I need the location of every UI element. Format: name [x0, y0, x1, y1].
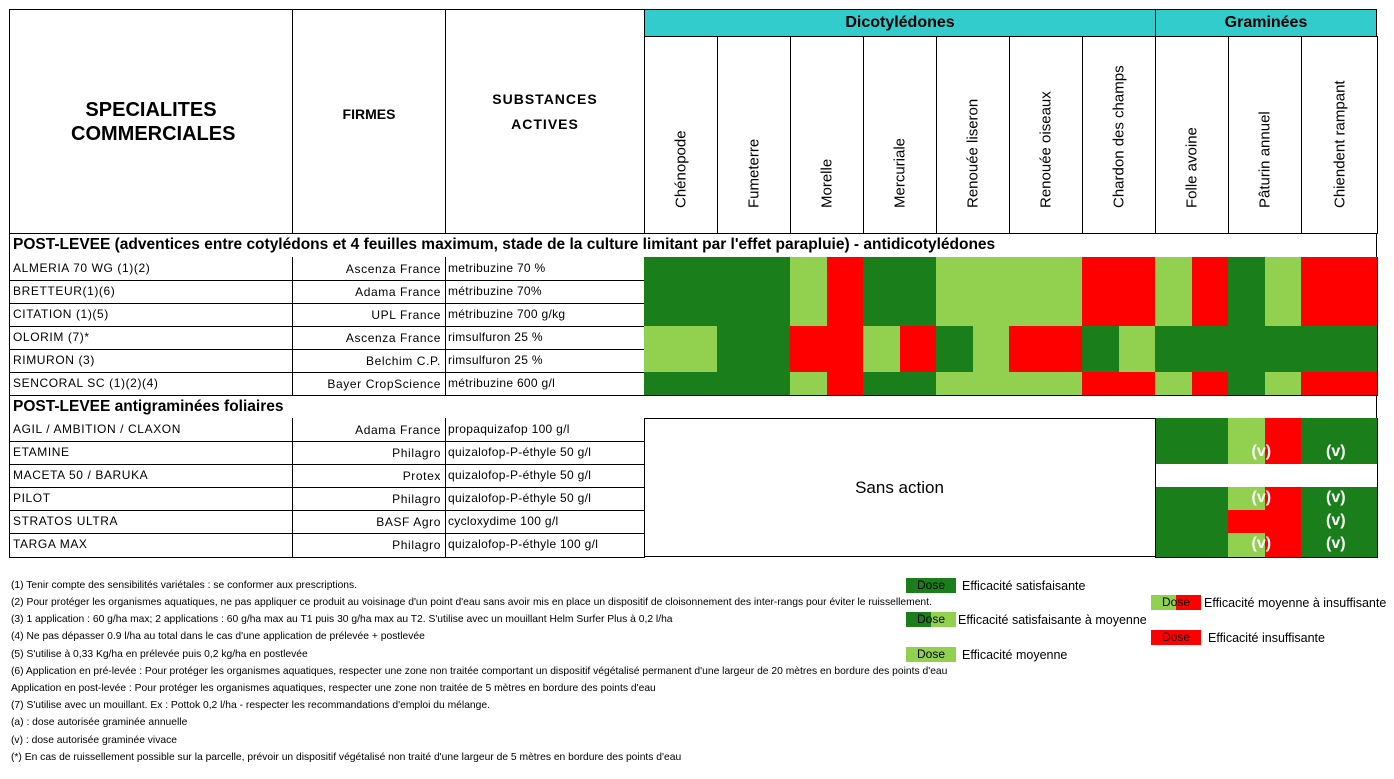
substance-cell	[445, 303, 645, 327]
footnote: (*) En cas de ruissellement possible sur la parcelle, prévoir un dispositif végétalisé non traité d'une largeur de 5 mètres en bordure des points d'eau	[11, 752, 682, 763]
cell-half	[827, 303, 864, 326]
cell-half	[1192, 303, 1229, 326]
header-weed-chenopode	[644, 36, 718, 234]
efficacy-cell	[1155, 510, 1229, 534]
legend-label-moyenne: Efficacité moyenne	[962, 648, 1068, 662]
product-name: ALMERIA 70 WG (1)(2)	[13, 260, 151, 275]
efficacy-cell	[1228, 487, 1302, 511]
product-name-cell	[9, 326, 293, 350]
firm-name: Ascenza France	[345, 261, 441, 276]
product-name-cell	[9, 257, 293, 281]
efficacy-cell	[936, 326, 1010, 350]
product-name-cell	[9, 464, 293, 488]
product-name: MACETA 50 / BARUKA	[13, 467, 149, 482]
cell-half	[827, 372, 864, 395]
weed-label: Morelle	[818, 158, 836, 208]
footnote: (v) : dose autorisée graminée vivace	[11, 735, 177, 746]
firm-name: BASF Agro	[376, 514, 441, 529]
efficacy-cell	[790, 280, 864, 304]
firm-name: Protex	[402, 468, 441, 483]
cell-half	[1155, 280, 1192, 303]
cell-half	[1082, 349, 1119, 372]
legend-label-insuffisante: Efficacité insuffisante	[1208, 631, 1325, 645]
product-name-cell	[9, 303, 293, 327]
product-name: BRETTEUR(1)(6)	[13, 283, 116, 298]
substance-name: métribuzine 700 g/kg	[448, 306, 566, 321]
cell-half	[790, 303, 827, 326]
substance-name: quizalofop-P-éthyle 100 g/l	[448, 537, 599, 551]
firm-name: Philagro	[392, 538, 441, 552]
efficacy-cell	[936, 349, 1010, 373]
efficacy-cell	[717, 349, 791, 373]
cell-half	[1155, 372, 1192, 395]
efficacy-cell	[1009, 326, 1083, 350]
product-name-cell	[9, 441, 293, 465]
efficacy-cell	[1082, 326, 1156, 350]
firm-name: Adama France	[355, 284, 441, 299]
weed-label: Renouée liseron	[964, 98, 982, 208]
legend-label-satisfaisante: Efficacité satisfaisante	[962, 579, 1086, 593]
efficacy-cell	[1155, 257, 1229, 281]
efficacy-cell	[1155, 326, 1229, 350]
header-weed-folle-avoine	[1155, 36, 1229, 234]
firm-name: Adama France	[355, 422, 441, 437]
section-title-antigraminees: POST-LEVEE antigraminées foliaires	[9, 395, 1377, 418]
substance-name: métribuzine 70%	[448, 283, 542, 298]
substance-name: rimsulfuron 25 %	[448, 352, 543, 367]
efficacy-cell	[1301, 303, 1378, 327]
firm-name: Bayer CropScience	[327, 376, 441, 391]
efficacy-cell	[1301, 257, 1378, 281]
efficacy-cell	[1155, 533, 1229, 558]
vivace-mark: (v)	[1251, 442, 1272, 460]
cell-half	[1082, 326, 1119, 349]
substance-cell	[445, 487, 645, 511]
product-name: CITATION (1)(5)	[13, 306, 109, 321]
cell-half	[1155, 303, 1192, 326]
efficacy-cell	[1155, 349, 1229, 373]
legend-label-moyenne-insuffisante: Efficacité moyenne à insuffisante	[1204, 596, 1387, 610]
efficacy-cell	[1082, 372, 1156, 396]
efficacy-cell	[1228, 441, 1302, 465]
cell-half	[1228, 418, 1265, 441]
section-title-antidicotyledones: POST-LEVEE (adventices entre cotylédons et 4 feuilles maximum, stade de la culture limitant par l'effet parapluie) - antidicotylédones	[9, 233, 1377, 257]
substance-name: quizalofop-P-éthyle 50 g/l	[448, 444, 592, 459]
efficacy-cell	[863, 372, 937, 396]
efficacy-cell	[1301, 280, 1378, 304]
efficacy-cell	[644, 257, 718, 281]
product-name-cell	[9, 487, 293, 511]
product-name: RIMURON (3)	[13, 352, 95, 367]
efficacy-cell	[1301, 510, 1378, 534]
efficacy-cell	[1228, 326, 1302, 350]
legend-swatch-satisfaisante: Dose	[906, 578, 956, 593]
header-weed-paturin-annuel	[1228, 36, 1302, 234]
efficacy-cell	[790, 303, 864, 327]
efficacy-cell	[936, 257, 1010, 281]
efficacy-cell	[1228, 510, 1302, 534]
cell-half	[863, 326, 900, 349]
efficacy-cell	[863, 349, 937, 373]
cell-half	[1228, 303, 1265, 326]
firm-name: Philagro	[392, 491, 441, 506]
efficacy-cell	[936, 303, 1010, 327]
footnote: (1) Tenir compte des sensibilités variétales : se conformer aux prescriptions.	[11, 580, 358, 591]
efficacy-cell	[1009, 303, 1083, 327]
product-name: TARGA MAX	[13, 537, 88, 551]
efficacy-cell	[790, 257, 864, 281]
weed-label: Mercuriale	[891, 137, 909, 208]
efficacy-cell	[1301, 464, 1378, 488]
efficacy-cell	[790, 372, 864, 396]
efficacy-cell	[863, 326, 937, 350]
header-weed-morelle	[790, 36, 864, 234]
efficacy-cell	[1082, 257, 1156, 281]
firm-cell	[292, 349, 446, 373]
efficacy-cell	[1301, 487, 1378, 511]
cell-half	[973, 349, 1010, 372]
efficacy-cell	[1155, 303, 1229, 327]
efficacy-cell	[790, 326, 864, 350]
efficacy-cell	[1301, 441, 1378, 465]
efficacy-cell	[717, 326, 791, 350]
firm-cell	[292, 441, 446, 465]
firm-cell	[292, 326, 446, 350]
efficacy-cell	[1301, 418, 1378, 442]
efficacy-cell	[1155, 418, 1229, 442]
product-name: STRATOS ULTRA	[13, 513, 119, 528]
efficacy-cell	[644, 326, 718, 350]
weed-label: Chénopode	[672, 130, 690, 208]
substance-name: quizalofop-P-éthyle 50 g/l	[448, 467, 592, 482]
substance-cell	[445, 464, 645, 488]
substance-cell	[445, 510, 645, 534]
product-name-cell	[9, 533, 293, 558]
efficacy-cell	[1155, 464, 1229, 488]
vivace-mark: (v)	[1326, 442, 1346, 460]
header-weed-fumeterre	[717, 36, 791, 234]
cell-half	[827, 280, 864, 303]
header-group-dicotyledones: Dicotylédones	[644, 9, 1156, 37]
cell-half	[973, 326, 1010, 349]
product-name-cell	[9, 349, 293, 373]
efficacy-cell	[863, 303, 937, 327]
efficacy-cell	[644, 349, 718, 373]
substance-name: rimsulfuron 25 %	[448, 329, 543, 344]
weed-label: Chiendent rampant	[1331, 80, 1348, 208]
substance-name: metribuzine 70 %	[448, 260, 546, 275]
efficacy-cell	[1228, 464, 1302, 488]
efficacy-cell	[644, 372, 718, 396]
efficacy-cell	[1228, 533, 1302, 558]
efficacy-cell	[863, 280, 937, 304]
firm-cell	[292, 257, 446, 281]
cell-half	[863, 349, 900, 372]
cell-half	[1192, 280, 1229, 303]
substance-cell	[445, 257, 645, 281]
efficacy-cell	[1082, 303, 1156, 327]
footnote: (5) S'utilise à 0,33 Kg/ha en prélevée puis 0,2 kg/ha en postlevée	[11, 649, 308, 660]
efficacy-cell	[1301, 326, 1378, 350]
substance-cell	[445, 533, 645, 558]
header-weed-renouee-oiseaux	[1009, 36, 1083, 234]
efficacy-cell	[1155, 441, 1229, 465]
substance-cell	[445, 280, 645, 304]
efficacy-cell	[1228, 418, 1302, 442]
footnote: (a) : dose autorisée graminée annuelle	[11, 717, 188, 728]
firm-cell	[292, 372, 446, 396]
firm-name: Philagro	[392, 445, 441, 460]
legend-swatch-moyenne: Dose	[906, 647, 956, 662]
efficacy-cell	[936, 280, 1010, 304]
footnote: Application en post-levée : Pour protéger les organismes aquatiques, respecter une zone non traitée de 5 mètres en bordure des points d'eau	[11, 683, 656, 694]
efficacy-cell	[1009, 257, 1083, 281]
legend-swatch-satisfaisante-moyenne: Dose	[906, 612, 956, 627]
weed-label: Fumeterre	[745, 138, 763, 208]
cell-half	[936, 326, 973, 349]
efficacy-cell	[1301, 372, 1378, 396]
header-weed-renouee-liseron	[936, 36, 1010, 234]
header-weed-chiendent-rampant	[1301, 36, 1378, 234]
firm-cell	[292, 303, 446, 327]
legend-label-satisfaisante-moyenne: Efficacité satisfaisante à moyenne	[958, 613, 1147, 627]
vivace-mark: (v)	[1251, 488, 1272, 506]
firm-cell	[292, 533, 446, 558]
substance-name: cycloxydime 100 g/l	[448, 513, 559, 528]
sans-action-block: Sans action	[644, 418, 1156, 557]
product-name: PILOT	[13, 490, 51, 505]
header-firmes: FIRMES	[292, 9, 446, 234]
efficacy-cell	[1155, 487, 1229, 511]
weed-label: Chardon des champs	[1110, 65, 1128, 208]
efficacy-cell	[1228, 280, 1302, 304]
legend-swatch-insuffisante: Dose	[1151, 630, 1201, 645]
substance-cell	[445, 349, 645, 373]
efficacy-cell	[1009, 372, 1083, 396]
firm-cell	[292, 418, 446, 442]
firm-name: Ascenza France	[345, 330, 441, 345]
header-weed-chardon-des-champs	[1082, 36, 1156, 234]
product-name: SENCORAL SC (1)(2)(4)	[13, 375, 159, 390]
substance-name: quizalofop-P-éthyle 50 g/l	[448, 490, 592, 505]
weed-label: Pâturin annuel	[1256, 111, 1274, 208]
firm-name: UPL France	[371, 307, 441, 322]
firm-name: Belchim C.P.	[365, 353, 441, 368]
efficacy-cell	[1155, 280, 1229, 304]
product-name-cell	[9, 372, 293, 396]
footnote: (7) S'utilise avec un mouillant. Ex : Pottok 0,2 l/ha - respecter les recommandations d'emploi du mélange.	[11, 700, 490, 711]
header-weed-mercuriale	[863, 36, 937, 234]
product-name: OLORIM (7)*	[13, 329, 90, 344]
efficacy-cell	[717, 303, 791, 327]
cell-half	[1228, 257, 1265, 280]
product-name-cell	[9, 280, 293, 304]
efficacy-cell	[1301, 349, 1378, 373]
cell-half	[1265, 257, 1302, 280]
cell-half	[1119, 326, 1156, 349]
header-group-graminees: Graminées	[1155, 9, 1377, 37]
efficacy-cell	[1009, 349, 1083, 373]
firm-cell	[292, 487, 446, 511]
legend-swatch-moyenne-insuffisante: Dose	[1151, 595, 1201, 610]
efficacy-cell	[644, 280, 718, 304]
firm-cell	[292, 464, 446, 488]
cell-half	[827, 257, 864, 280]
efficacy-cell	[717, 257, 791, 281]
cell-half	[900, 326, 937, 349]
cell-half	[790, 257, 827, 280]
cell-half	[1192, 372, 1229, 395]
vivace-mark: (v)	[1326, 535, 1346, 552]
footnote: (6) Application en pré-levée : Pour protéger les organismes aquatiques, respecter une zone non traitée comportant un dispositif végétalisé permanent d'une largeur de 20 mètres en bordure des points d'eau	[11, 666, 948, 677]
efficacy-cell	[717, 372, 791, 396]
substance-name: propaquizafop 100 g/l	[448, 421, 570, 436]
efficacy-cell	[1228, 372, 1302, 396]
cell-half	[1192, 257, 1229, 280]
cell-half	[790, 372, 827, 395]
header-substances: SUBSTANCES ACTIVES	[445, 9, 645, 234]
efficacy-cell	[1228, 303, 1302, 327]
firm-cell	[292, 280, 446, 304]
substance-name: métribuzine 600 g/l	[448, 375, 556, 390]
efficacy-cell	[1082, 280, 1156, 304]
firm-cell	[292, 510, 446, 534]
efficacy-cell	[1009, 280, 1083, 304]
cell-half	[900, 349, 937, 372]
product-name: AGIL / AMBITION / CLAXON	[13, 421, 181, 436]
efficacy-cell	[863, 257, 937, 281]
efficacy-cell	[644, 303, 718, 327]
footnote: (4) Ne pas dépasser 0.9 l/ha au total dans le cas d'une application de prélevée + postlevée	[11, 631, 425, 642]
substance-cell	[445, 326, 645, 350]
product-name-cell	[9, 510, 293, 534]
cell-half	[1119, 349, 1156, 372]
efficacy-cell	[790, 349, 864, 373]
weed-label: Folle avoine	[1183, 127, 1201, 208]
product-name-cell	[9, 418, 293, 442]
efficacy-cell	[1228, 349, 1302, 373]
cell-half	[936, 349, 973, 372]
substance-cell	[445, 441, 645, 465]
efficacy-cell	[1082, 349, 1156, 373]
vivace-mark: (v)	[1326, 488, 1346, 506]
efficacy-cell	[1301, 533, 1378, 558]
weed-label: Renouée oiseaux	[1037, 91, 1055, 208]
cell-half	[1265, 303, 1302, 326]
footnote: (3) 1 application : 60 g/ha max; 2 applications : 60 g/ha max au T1 puis 30 g/ha max au T2. S'utilise avec un mouillant Helm Surfer Plus à 0,2 l/ha	[11, 614, 673, 625]
substance-cell	[445, 372, 645, 396]
product-name: ETAMINE	[13, 444, 70, 459]
cell-half	[790, 280, 827, 303]
efficacy-cell	[1228, 257, 1302, 281]
cell-half	[1265, 418, 1302, 441]
cell-half	[1265, 280, 1302, 303]
efficacy-cell	[717, 280, 791, 304]
vivace-mark: (v)	[1251, 535, 1272, 552]
substance-cell	[445, 418, 645, 442]
cell-half	[1228, 372, 1265, 395]
efficacy-cell	[1155, 372, 1229, 396]
efficacy-cell	[936, 372, 1010, 396]
cell-half	[1155, 257, 1192, 280]
footnote: (2) Pour protéger les organismes aquatiques, ne pas appliquer ce produit au voisinage d'un point d'eau sans avoir mis en place un dispositif de cloisonnement des inter-rangs pour éviter le ruissellement.	[11, 597, 932, 608]
cell-half	[1265, 372, 1302, 395]
header-specialites: SPECIALITES COMMERCIALES	[9, 9, 293, 234]
vivace-mark: (v)	[1326, 511, 1346, 529]
cell-half	[1228, 280, 1265, 303]
